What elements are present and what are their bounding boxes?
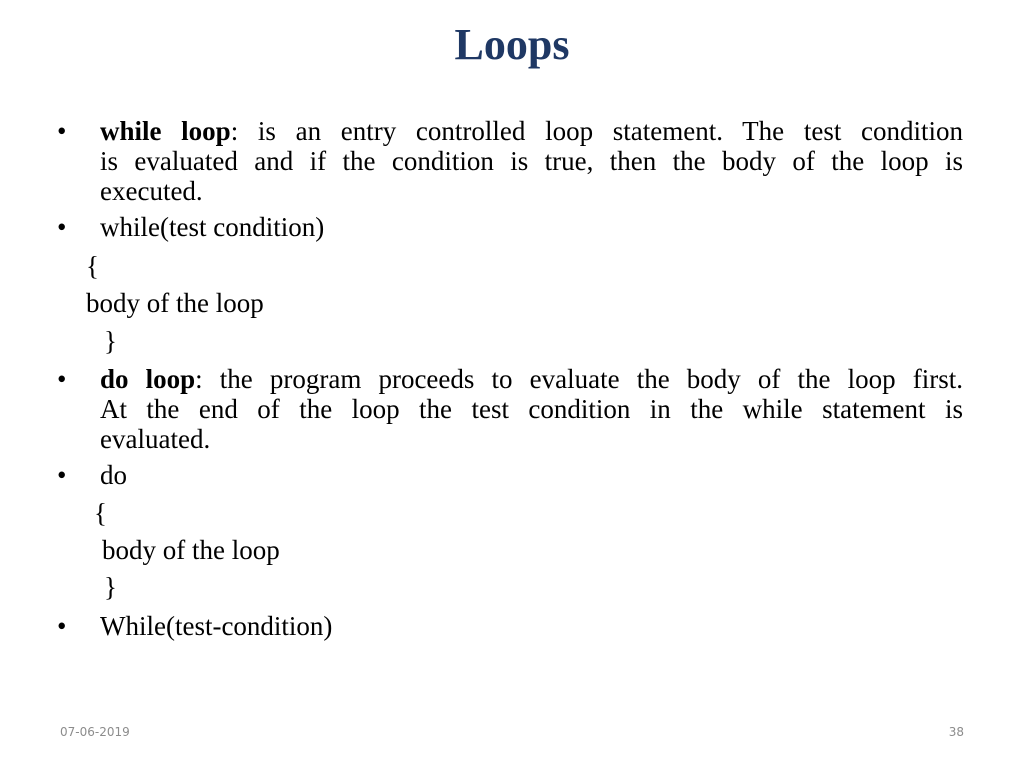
while-close-brace: } [104,326,117,356]
bullet-marker: • [57,460,67,490]
do-syntax-head: do [100,460,127,490]
while-loop-term: while loop [100,116,231,146]
while-loop-definition [100,116,963,206]
bullet-marker: • [57,611,67,641]
do-loop-definition [100,364,963,454]
do-def-row-3: evaluated. [100,424,211,454]
do-def-row-1-text: : the program proceeds to evaluate the body of the loop first. [195,364,963,394]
while-open-brace: { [86,251,99,281]
while-def-row-2: is evaluated and if the condition is true, then the body of the loop is [100,146,963,176]
slide-title: Loops [454,20,570,69]
do-def-row-2: At the end of the loop the test condition in the while statement is [100,394,963,424]
bullet-marker: • [57,212,67,242]
do-while-tail: While(test-condition) [100,611,333,641]
do-def-row-1 [100,364,963,394]
do-close-brace: } [104,572,117,602]
while-syntax-head: while(test condition) [100,212,325,242]
while-def-row-3: executed. [100,176,203,206]
do-open-brace: { [94,498,107,528]
bullet-marker: • [57,364,67,394]
bullet-marker: • [57,116,67,146]
while-def-row-1-text: : is an entry controlled loop statement. The test condition [230,116,963,146]
do-loop-term: do loop [100,364,196,394]
footer-page-number: 38 [948,725,964,739]
while-body-text: body of the loop [86,288,264,318]
while-def-row-1 [100,116,963,146]
do-body-text: body of the loop [102,535,280,565]
footer-date: 07-06-2019 [60,725,130,739]
